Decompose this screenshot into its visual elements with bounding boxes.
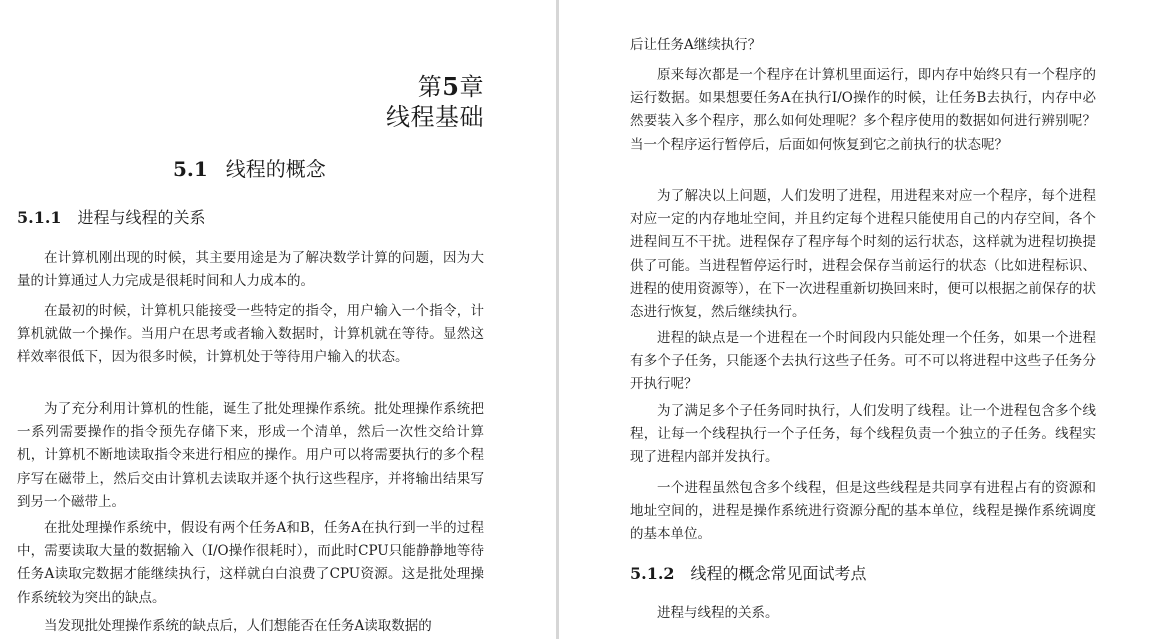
subsection-title: 进程与线程的关系 [77, 208, 206, 227]
right-page [559, 0, 1152, 639]
paragraph: 为了充分利用计算机的性能，诞生了批处理操作系统。批处理操作系统把一系列需要操作的指令预先存储下来，形成一个清单，然后一次性交给计算机，计算机不断地读取指令来进行相应的操作。用户可以将需要执行的多个程序写在磁带上，然后交由计算机去读取并逐个执行这些程序，并将输出结果写到另一个磁带上。 [17, 401, 484, 510]
section-heading [173, 155, 326, 183]
paragraph: 在最初的时候，计算机只能接受一些特定的指令，用户输入一个指令，计算机就做一个操作。当用户在思考或者输入数据时，计算机就在等待。显然这样效率很低下，因为很多时候，计算机处于等待用户输入的状态。 [17, 303, 484, 366]
paragraph: 原来每次都是一个程序在计算机里面运行，即内存中始终只有一个程序的运行数据。如果想要任务A在执行I/O操作的时候，让任务B去执行，内存中必然要装入多个程序，那么如何处理呢？多个程序使用的数据如何进行辨别呢？当一个程序运行暂停后，后面如何恢复到它之前执行的状态呢？ [630, 67, 1096, 153]
chapter-title: 线程基础 [386, 103, 484, 131]
paragraph: 进程的缺点是一个进程在一个时间段内只能处理一个任务，如果一个进程有多个子任务，只能逐个去执行这些子任务。可不可以将进程中这些子任务分开执行呢？ [630, 330, 1096, 393]
paragraph-continuation: 后让任务A继续执行？ [630, 37, 762, 53]
subsection-title: 线程的概念常见面试考点 [690, 564, 867, 583]
paragraph: 为了满足多个子任务同时执行，人们发明了线程。让一个进程包含多个线程，让每一个线程执行一个子任务，每个线程负责一个独立的子任务。线程实现了进程内部并发执行。 [630, 403, 1096, 466]
paragraph: 一个进程虽然包含多个线程，但是这些线程是共同享有进程占有的资源和地址空间的，进程是操作系统进行资源分配的基本单位，线程是操作系统调度的基本单位。 [630, 480, 1096, 543]
chapter-number: 5 [442, 72, 460, 101]
paragraph: 为了解决以上问题，人们发明了进程，用进程来对应一个程序，每个进程对应一定的内存地址空间，并且约定每个进程只能使用自己的内存空间，各个进程间互不干扰。进程保存了程序每个时刻的运行状态，这样就为进程切换提供了可能。当进程暂停运行时，进程会保存当前运行的状态（比如进程标识、进程的使用资源等），在下一次进程重新切换回来时，便可以根据之前保存的状态进行恢复，然后继续执行。 [630, 188, 1096, 321]
subsection-heading-5-1-1 [17, 207, 206, 229]
subsection-heading-5-1-2 [630, 563, 867, 585]
section-number: 5.1 [173, 157, 208, 181]
paragraph: 在批处理操作系统中，假设有两个任务A和B，任务A在执行到一半的过程中，需要读取大量的数据输入（I/O操作很耗时），而此时CPU只能静静地等待任务A读取完数据才能继续执行，这样就白白浪费了CPU资源。这是批处理操作系统较为突出的缺点。 [17, 520, 484, 606]
paragraph: 当发现批处理操作系统的缺点后，人们想能否在任务A读取数据的 [44, 618, 432, 634]
chapter-label [418, 72, 484, 102]
chapter-label-prefix: 第 [417, 73, 443, 101]
paragraph: 在计算机刚出现的时候，其主要用途是为了解决数学计算的问题，因为大量的计算通过人力完成是很耗时间和人力成本的。 [17, 250, 484, 290]
chapter-label-suffix: 章 [459, 73, 484, 101]
paragraph: 进程与线程的关系。 [657, 605, 779, 621]
subsection-number: 5.1.1 [17, 208, 62, 227]
subsection-number: 5.1.2 [630, 564, 675, 583]
left-page [0, 0, 556, 639]
section-title: 线程的概念 [225, 157, 326, 181]
